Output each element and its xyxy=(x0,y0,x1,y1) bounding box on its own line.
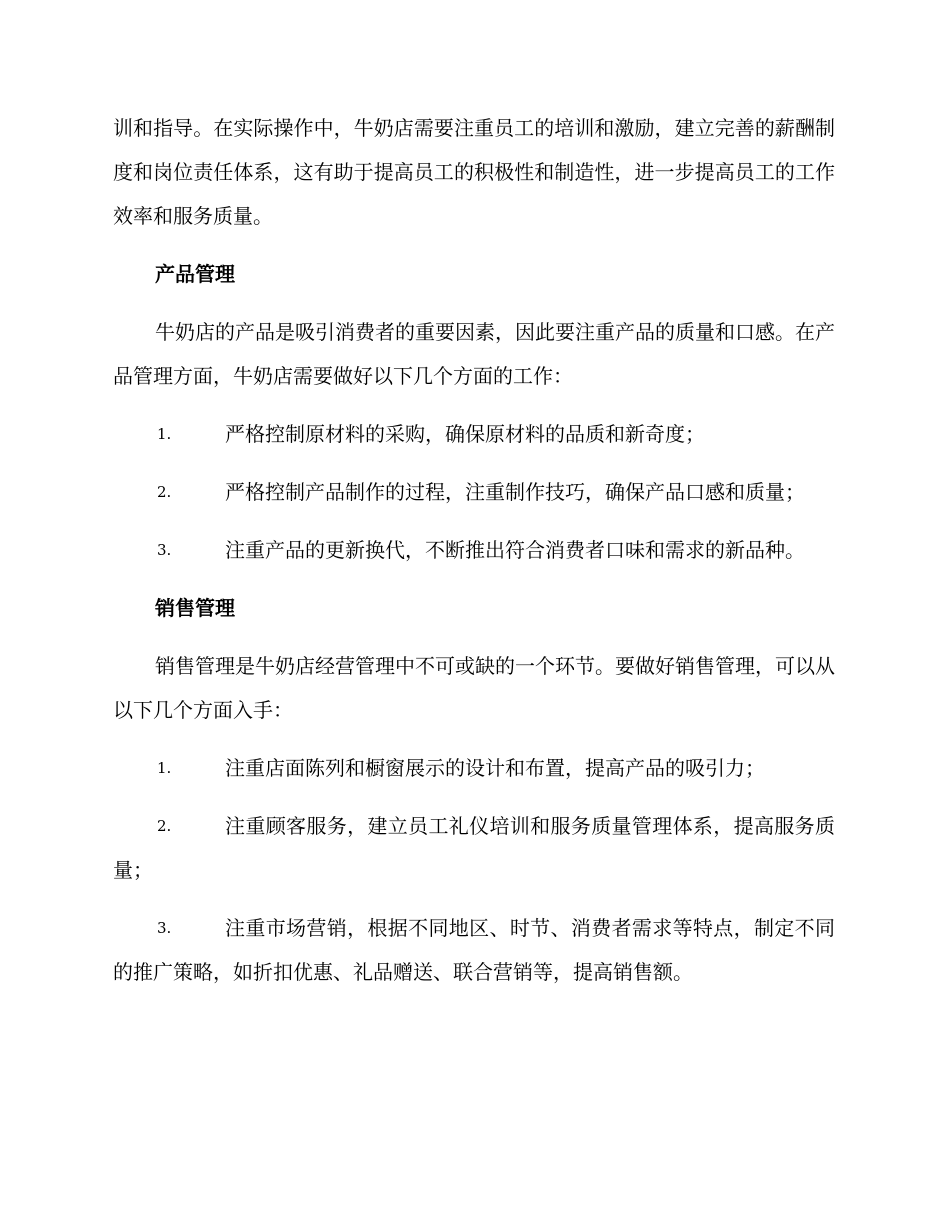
list-item-text: 严格控制原材料的采购，确保原材料的品质和新奇度； xyxy=(225,422,705,446)
product-intro-paragraph: 牛奶店的产品是吸引消费者的重要因素，因此要注重产品的质量和口感。在产品管理方面，牛奶店需要做好以下几个方面的工作： xyxy=(113,320,835,388)
list-item-text: 严格控制产品制作的过程，注重制作技巧，确保产品口感和质量； xyxy=(225,480,805,504)
list-item-text: 注重店面陈列和橱窗展示的设计和布置，提高产品的吸引力； xyxy=(225,756,765,780)
list-number: 2. xyxy=(157,483,172,501)
sales-list-item-1 xyxy=(113,746,835,790)
list-number: 3. xyxy=(157,919,172,937)
product-list-item-3 xyxy=(113,528,835,572)
product-list-item-1 xyxy=(113,412,835,456)
continuation-paragraph: 训和指导。在实际操作中，牛奶店需要注重员工的培训和激励，建立完善的薪酬制度和岗位责任体系，这有助于提高员工的积极性和制造性，进一步提高员工的工作效率和服务质量。 xyxy=(113,116,835,228)
list-number: 2. xyxy=(157,817,172,835)
list-item-text: 注重顾客服务，建立员工礼仪培训和服务质量管理体系，提高服务质量； xyxy=(113,814,835,882)
list-number: 3. xyxy=(157,541,172,559)
list-item-text: 注重市场营销，根据不同地区、时节、消费者需求等特点，制定不同的推广策略，如折扣优惠、礼品赠送、联合营销等，提高销售额。 xyxy=(113,916,835,984)
product-list-item-2 xyxy=(113,470,835,514)
sales-intro-paragraph: 销售管理是牛奶店经营管理中不可或缺的一个环节。要做好销售管理，可以从以下几个方面入手： xyxy=(113,654,835,722)
section-heading-product: 产品管理 xyxy=(155,262,235,286)
document-page xyxy=(113,106,835,1008)
sales-list-item-3 xyxy=(113,906,835,994)
list-item-text: 注重产品的更新换代，不断推出符合消费者口味和需求的新品种。 xyxy=(225,538,805,562)
section-heading-sales: 销售管理 xyxy=(155,596,235,620)
sales-list-item-2 xyxy=(113,804,835,892)
list-number: 1. xyxy=(157,425,172,443)
list-number: 1. xyxy=(157,759,172,777)
